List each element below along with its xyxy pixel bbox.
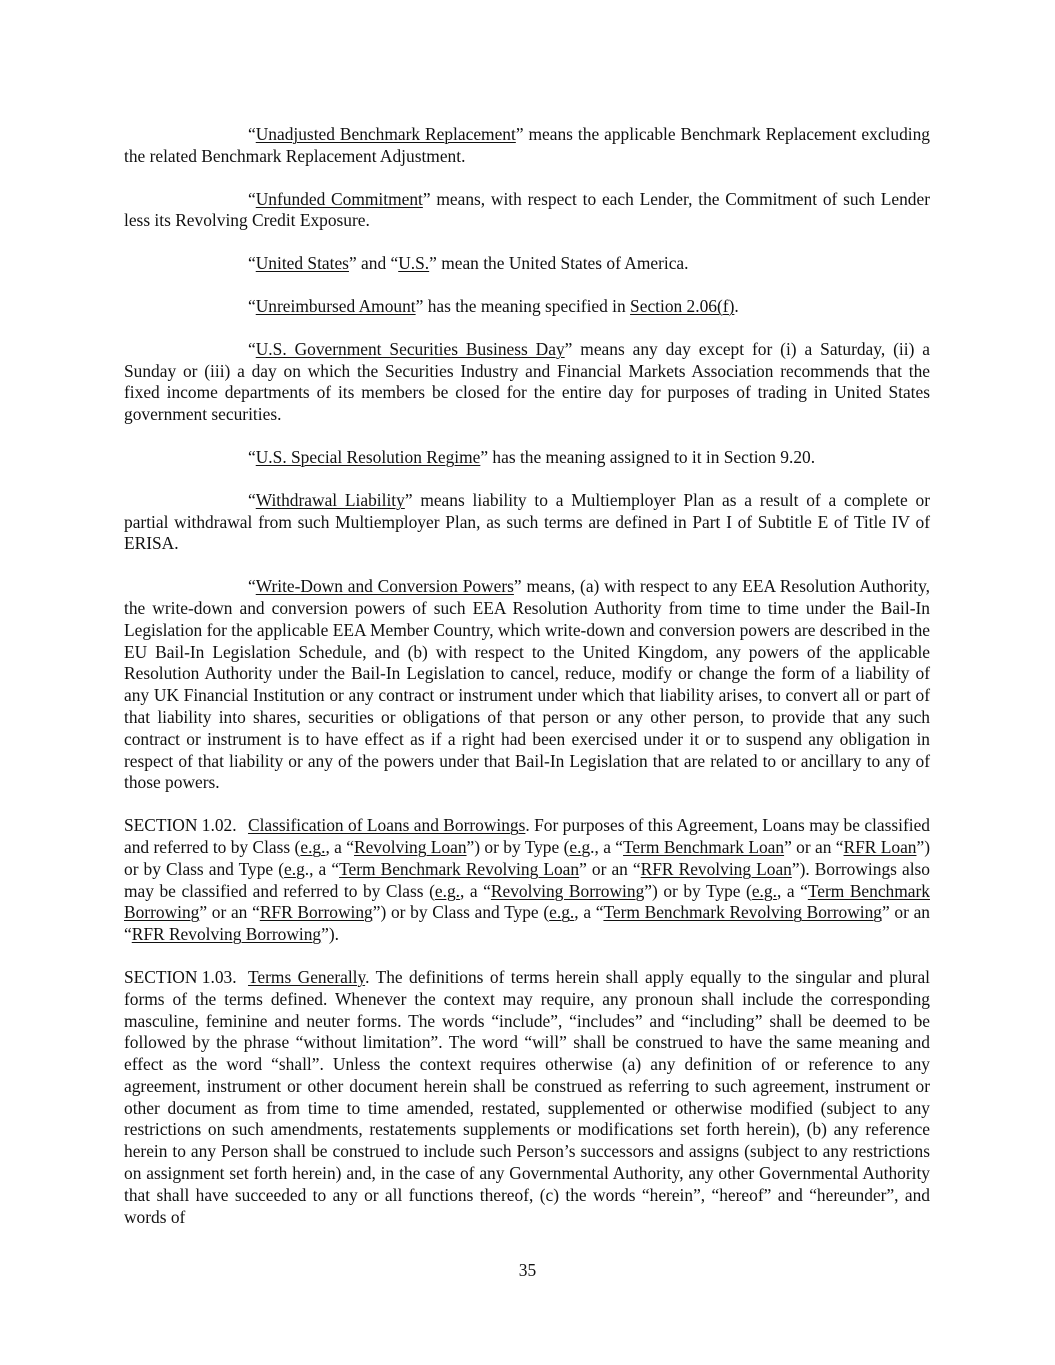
quote-open: “ xyxy=(248,188,256,209)
definition-text: ” and “ xyxy=(348,253,399,274)
quote-open: “ xyxy=(248,489,256,510)
definition-text: . xyxy=(734,295,739,316)
section-number: SECTION 1.02. xyxy=(124,815,237,836)
defined-term: Unfunded Commitment xyxy=(255,188,423,209)
definition-text: ” means any day except for (i) a Saturday, (ii) a Sunday or (iii) a day on which the Securities Industry and Financial Markets Association recommends that the fixed income departments of its members be closed for the entire day for purposes of trading in United States government securities. xyxy=(124,338,930,425)
section-text: ”) or by Class and Type ( xyxy=(372,902,550,923)
defined-term: Term Benchmark Revolving Loan xyxy=(339,858,580,879)
definition-paragraph xyxy=(124,253,930,275)
definition-text: ” means, (a) with respect to any EEA Resolution Authority, the write-down and conversion powers of such EEA Resolution Authority from time to time under the Bail-In Legislation for the applicable EEA Member Country, which write-down and conversion powers are described in the EU Bail-In Legislation Schedule, and (b) with respect to the United Kingdom, any powers of the applicable Resolution Authority under the Bail-In Legislation to cancel, reduce, modify or change the form of a liability of any UK Financial Institution or any contract or instrument under which that liability arises, to convert all or part of that liability into shares, securities or obligations of that person or any other person, to provide that any such contract or instrument is to have effect as if a right had been exercised under it or to suspend any obligation in respect of that liability or any of the powers under that Bail-In Legislation that are related to or ancillary to any of those powers. xyxy=(124,576,931,793)
defined-term: RFR Loan xyxy=(843,836,917,857)
section-text: ” or an “ xyxy=(124,902,931,945)
section-text: ”). Borrowings also may be classified and referred to by Class ( xyxy=(124,858,930,901)
section-text: , a “ xyxy=(574,902,604,923)
quote-open: “ xyxy=(248,338,256,359)
section-body: . The definitions of terms herein shall apply equally to the singular and plural forms of the terms defined. Whenever the context may require, any pronoun shall include the corresponding masculine, feminine and neuter forms. The words “include”, “includes” and “including” shall be deemed to be followed by the phrase “without limitation”. The word “will” shall be construed to have the same meaning and effect as the word “shall”. Unless the context requires otherwise (a) any definition of or reference to any agreement, instrument or other document herein shall be construed as referring to such agreement, instrument or other document as from time to time amended, restated, supplemented or otherwise modified (subject to any restrictions on such amendments, restatements supplements or modifications set forth herein), (b) any reference herein to any Person shall be construed to include such Person’s successors and assigns (subject to any restrictions on assignment set forth herein) and, in the case of any Governmental Authority, any other Governmental Authority that shall have succeeded to any or all functions thereof, (c) the words “herein”, “hereof” and “hereunder”, and words of xyxy=(124,966,930,1227)
definition-paragraph xyxy=(124,339,930,426)
section-text: . For purposes of this Agreement, Loans may be classified and referred to by Class ( xyxy=(124,815,930,857)
section-heading: Terms Generally xyxy=(248,966,366,987)
quote-open: “ xyxy=(248,253,256,274)
defined-term: Revolving Loan xyxy=(353,836,467,857)
section-text: ., a “ xyxy=(304,858,340,879)
document-page xyxy=(124,124,930,1249)
defined-term: RFR Revolving Loan xyxy=(640,858,792,879)
definition-paragraph xyxy=(124,189,930,233)
quote-open: “ xyxy=(248,295,256,316)
definition-text: ” means the applicable Benchmark Replacement excluding the related Benchmark Replacement Adjustment. xyxy=(124,124,931,166)
definition-text: ” means, with respect to each Lender, the Commitment of such Lender less its Revolving Credit Exposure. xyxy=(124,188,931,231)
section-1-03-paragraph xyxy=(124,967,930,1229)
defined-term: e.g. xyxy=(300,836,326,857)
page-number: 35 xyxy=(518,1260,537,1280)
defined-term: Term Benchmark Loan xyxy=(623,836,785,857)
definition-paragraph xyxy=(124,447,930,469)
definition-paragraph xyxy=(124,124,930,168)
section-text: ”) or by Type ( xyxy=(466,836,570,857)
section-text: , a “ xyxy=(460,880,491,901)
defined-term: Unreimbursed Amount xyxy=(255,295,416,316)
section-text: ” or an “ xyxy=(784,836,844,857)
section-text: , a “ xyxy=(325,836,354,857)
section-text: , a “ xyxy=(776,880,808,901)
defined-term: RFR Borrowing xyxy=(259,902,373,923)
section-text: ”). xyxy=(321,924,339,945)
quote-open: “ xyxy=(248,446,256,467)
defined-term: e.g. xyxy=(434,880,461,901)
defined-term: Revolving Borrowing xyxy=(490,880,645,901)
definition-text: ” has the meaning specified in xyxy=(415,295,631,316)
definition-paragraph xyxy=(124,576,930,794)
quote-open: “ xyxy=(248,576,256,597)
quote-open: “ xyxy=(248,124,256,144)
definition-paragraph xyxy=(124,490,930,555)
defined-term: Term Benchmark Borrowing xyxy=(124,880,930,923)
definition-paragraph xyxy=(124,296,930,318)
defined-term: Term Benchmark Revolving Borrowing xyxy=(603,902,882,923)
section-text: ”) or by Type ( xyxy=(644,880,752,901)
section-text: ”) or by Class and Type ( xyxy=(124,836,930,879)
defined-term: e.g. xyxy=(751,880,777,901)
defined-term: Unadjusted Benchmark Replacement xyxy=(255,124,516,144)
definition-text: ” means liability to a Multiemployer Plan as a result of a complete or partial withdrawal from such Multiemployer Plan, as such terms are defined in Part I of Subtitle E of Title IV of ERISA. xyxy=(124,489,930,554)
section-1-02-paragraph xyxy=(124,815,930,946)
defined-term: U.S. Government Securities Business Day xyxy=(255,338,565,359)
section-text: ” or an “ xyxy=(579,858,641,879)
section-reference: Section 2.06(f) xyxy=(630,295,735,316)
defined-term: e.g xyxy=(569,836,591,857)
section-number: SECTION 1.03. xyxy=(124,966,237,987)
defined-term: e.g xyxy=(284,858,305,879)
defined-term: e.g. xyxy=(549,902,575,923)
defined-term: Withdrawal Liability xyxy=(255,489,405,510)
definition-text: ” has the meaning assigned to it in Section 9.20. xyxy=(480,446,816,467)
defined-term: U.S. xyxy=(398,253,430,274)
definition-text: ” mean the United States of America. xyxy=(429,253,689,274)
defined-term: U.S. Special Resolution Regime xyxy=(255,446,481,467)
section-text: ” or an “ xyxy=(199,902,260,923)
defined-term: United States xyxy=(255,253,349,274)
section-heading: Classification of Loans and Borrowings xyxy=(248,815,526,836)
defined-term: Write-Down and Conversion Powers xyxy=(255,576,514,597)
section-text: ., a “ xyxy=(590,836,624,857)
defined-term: RFR Revolving Borrowing xyxy=(131,924,322,945)
